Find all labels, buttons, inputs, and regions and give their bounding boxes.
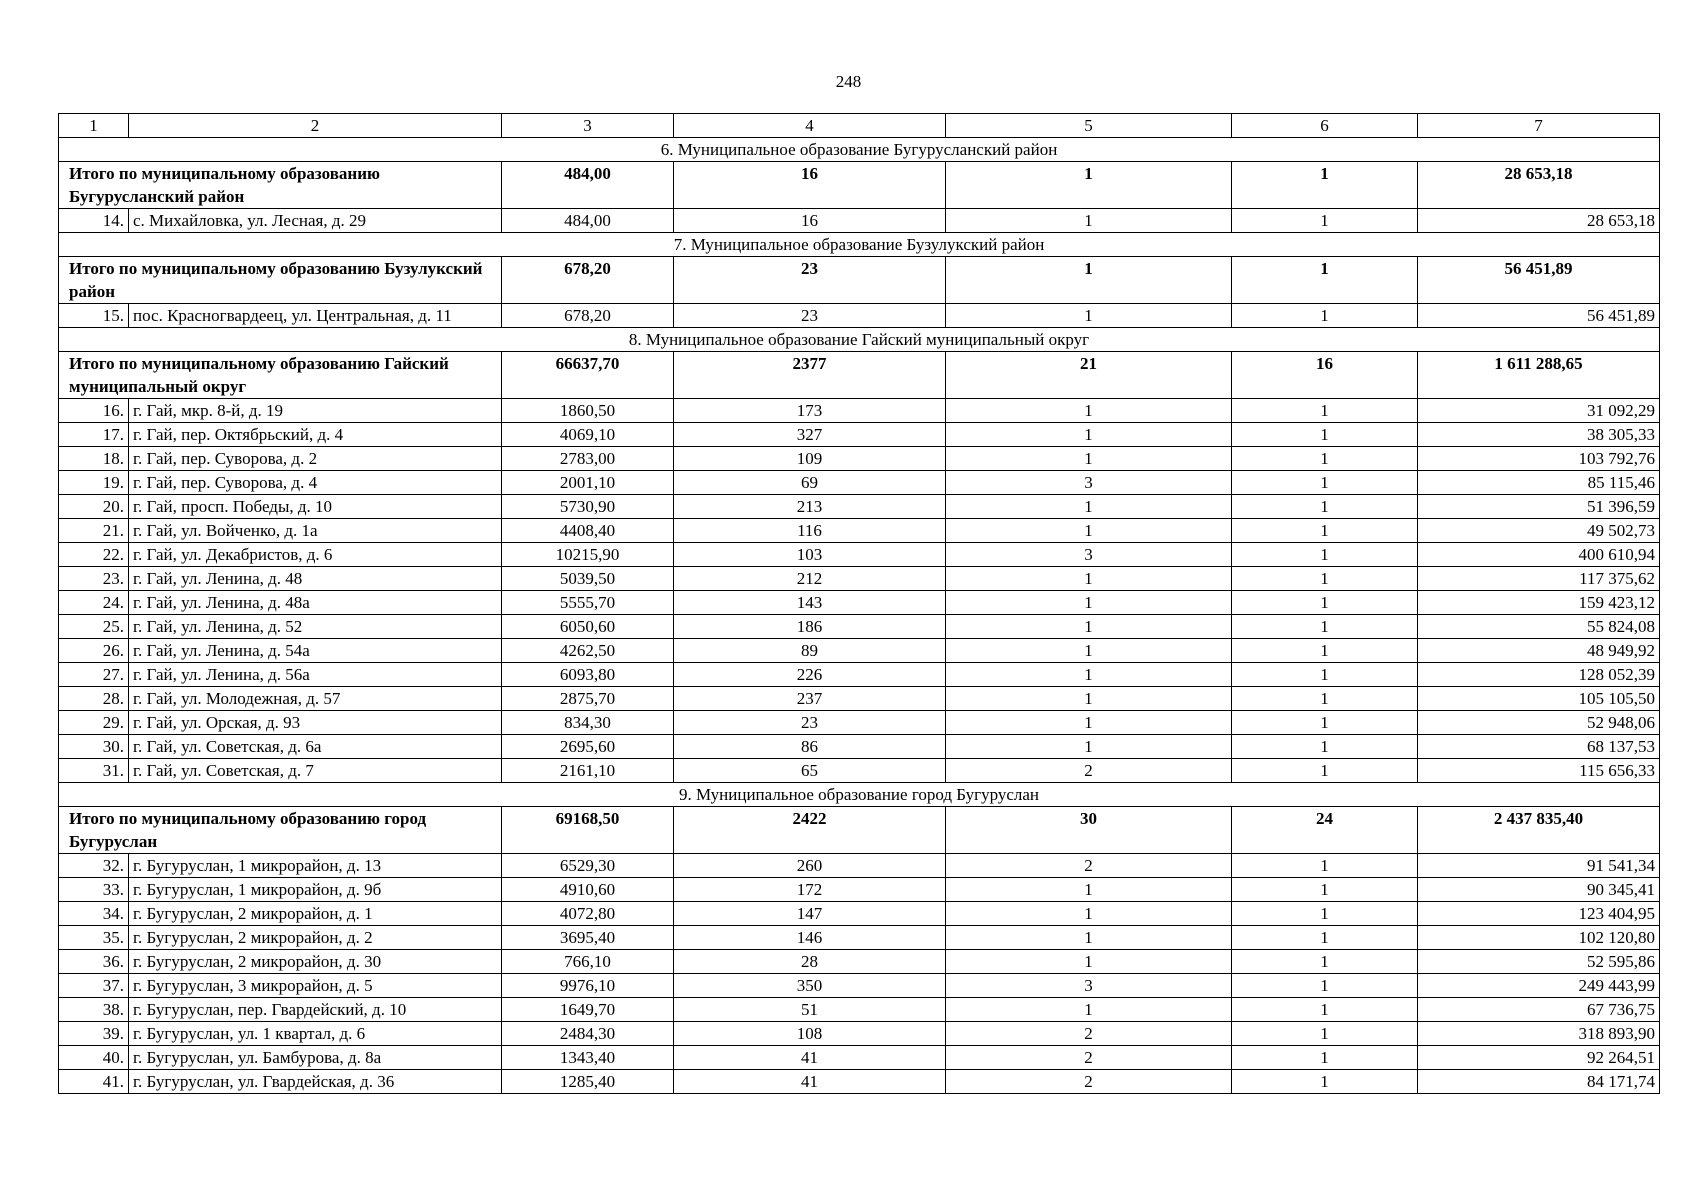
row-value: 41	[674, 1070, 946, 1094]
row-address: г. Гай, ул. Ленина, д. 48	[129, 567, 502, 591]
row-value: 2875,70	[502, 687, 674, 711]
row-value: 6050,60	[502, 615, 674, 639]
row-value: 1	[946, 878, 1232, 902]
row-value: 2	[946, 1022, 1232, 1046]
row-value: 9976,10	[502, 974, 674, 998]
row-value: 31 092,29	[1418, 399, 1660, 423]
row-value: 1	[1232, 591, 1418, 615]
table-row	[59, 902, 1660, 926]
row-number: 33.	[59, 878, 129, 902]
row-value: 1860,50	[502, 399, 674, 423]
row-value: 1	[1232, 854, 1418, 878]
row-value: 102 120,80	[1418, 926, 1660, 950]
row-value: 1	[1232, 759, 1418, 783]
row-address: пос. Красногвардеец, ул. Центральная, д. 11	[129, 304, 502, 328]
row-value: 212	[674, 567, 946, 591]
total-value: 2422	[674, 807, 946, 854]
table-row	[59, 447, 1660, 471]
total-value: 23	[674, 257, 946, 304]
row-value: 1	[1232, 304, 1418, 328]
column-number: 3	[502, 114, 674, 138]
row-value: 1	[1232, 663, 1418, 687]
row-value: 1	[946, 304, 1232, 328]
row-address: г. Гай, ул. Ленина, д. 52	[129, 615, 502, 639]
row-value: 213	[674, 495, 946, 519]
section-total-row	[59, 162, 1660, 209]
row-value: 55 824,08	[1418, 615, 1660, 639]
row-value: 1	[1232, 878, 1418, 902]
total-value: 1 611 288,65	[1418, 352, 1660, 399]
row-value: 128 052,39	[1418, 663, 1660, 687]
section-total-row	[59, 352, 1660, 399]
column-number: 5	[946, 114, 1232, 138]
row-value: 6529,30	[502, 854, 674, 878]
row-value: 103 792,76	[1418, 447, 1660, 471]
total-value: 1	[946, 162, 1232, 209]
row-value: 766,10	[502, 950, 674, 974]
row-value: 1	[946, 615, 1232, 639]
total-value: 56 451,89	[1418, 257, 1660, 304]
row-value: 1	[1232, 998, 1418, 1022]
row-value: 226	[674, 663, 946, 687]
row-address: с. Михайловка, ул. Лесная, д. 29	[129, 209, 502, 233]
row-value: 6093,80	[502, 663, 674, 687]
section-title-row	[59, 328, 1660, 352]
row-address: г. Гай, ул. Орская, д. 93	[129, 711, 502, 735]
table-row	[59, 998, 1660, 1022]
row-value: 2	[946, 759, 1232, 783]
row-address: г. Бугуруслан, ул. Бамбурова, д. 8а	[129, 1046, 502, 1070]
row-address: г. Гай, ул. Ленина, д. 54а	[129, 639, 502, 663]
row-value: 4910,60	[502, 878, 674, 902]
row-value: 4262,50	[502, 639, 674, 663]
row-value: 41	[674, 1046, 946, 1070]
row-address: г. Бугуруслан, 2 микрорайон, д. 2	[129, 926, 502, 950]
total-value: 66637,70	[502, 352, 674, 399]
row-value: 116	[674, 519, 946, 543]
total-value: 2 437 835,40	[1418, 807, 1660, 854]
row-address: г. Гай, пер. Октябрьский, д. 4	[129, 423, 502, 447]
total-value: 16	[1232, 352, 1418, 399]
row-value: 1	[946, 998, 1232, 1022]
row-value: 123 404,95	[1418, 902, 1660, 926]
row-value: 834,30	[502, 711, 674, 735]
section-total-row	[59, 257, 1660, 304]
row-value: 1	[946, 639, 1232, 663]
row-number: 41.	[59, 1070, 129, 1094]
row-value: 1649,70	[502, 998, 674, 1022]
table-row	[59, 735, 1660, 759]
row-value: 2695,60	[502, 735, 674, 759]
row-number: 22.	[59, 543, 129, 567]
page-number: 248	[835, 72, 862, 91]
row-number: 34.	[59, 902, 129, 926]
row-value: 2161,10	[502, 759, 674, 783]
table-row	[59, 759, 1660, 783]
row-address: г. Бугуруслан, 3 микрорайон, д. 5	[129, 974, 502, 998]
row-value: 56 451,89	[1418, 304, 1660, 328]
row-value: 1	[1232, 639, 1418, 663]
row-value: 51 396,59	[1418, 495, 1660, 519]
row-address: г. Бугуруслан, 2 микрорайон, д. 1	[129, 902, 502, 926]
row-value: 3695,40	[502, 926, 674, 950]
row-number: 32.	[59, 854, 129, 878]
row-value: 1	[1232, 519, 1418, 543]
row-number: 29.	[59, 711, 129, 735]
section-total-row	[59, 807, 1660, 854]
row-value: 84 171,74	[1418, 1070, 1660, 1094]
table-row	[59, 519, 1660, 543]
row-value: 28	[674, 950, 946, 974]
row-address: г. Гай, ул. Молодежная, д. 57	[129, 687, 502, 711]
row-value: 143	[674, 591, 946, 615]
table-row	[59, 663, 1660, 687]
table-row	[59, 399, 1660, 423]
row-address: г. Бугуруслан, ул. Гвардейская, д. 36	[129, 1070, 502, 1094]
total-label: Итого по муниципальному образованию Гайский муниципальный округ	[59, 352, 502, 399]
total-label: Итого по муниципальному образованию Бугурусланский район	[59, 162, 502, 209]
row-value: 1	[1232, 423, 1418, 447]
row-value: 1	[946, 926, 1232, 950]
row-value: 52 595,86	[1418, 950, 1660, 974]
row-number: 26.	[59, 639, 129, 663]
row-number: 37.	[59, 974, 129, 998]
row-address: г. Гай, просп. Победы, д. 10	[129, 495, 502, 519]
row-address: г. Гай, ул. Декабристов, д. 6	[129, 543, 502, 567]
row-value: 23	[674, 711, 946, 735]
column-number: 1	[59, 114, 129, 138]
row-value: 147	[674, 902, 946, 926]
row-address: г. Бугуруслан, 1 микрорайон, д. 9б	[129, 878, 502, 902]
row-value: 1	[946, 447, 1232, 471]
row-number: 16.	[59, 399, 129, 423]
row-number: 17.	[59, 423, 129, 447]
row-number: 28.	[59, 687, 129, 711]
row-number: 18.	[59, 447, 129, 471]
total-value: 28 653,18	[1418, 162, 1660, 209]
row-number: 30.	[59, 735, 129, 759]
row-number: 36.	[59, 950, 129, 974]
table-row	[59, 543, 1660, 567]
table-row	[59, 974, 1660, 998]
row-value: 5039,50	[502, 567, 674, 591]
row-value: 1	[1232, 543, 1418, 567]
row-value: 105 105,50	[1418, 687, 1660, 711]
total-value: 678,20	[502, 257, 674, 304]
row-value: 1	[946, 209, 1232, 233]
total-label: Итого по муниципальному образованию Бузулукский район	[59, 257, 502, 304]
row-value: 10215,90	[502, 543, 674, 567]
row-value: 108	[674, 1022, 946, 1046]
row-value: 103	[674, 543, 946, 567]
row-value: 48 949,92	[1418, 639, 1660, 663]
table-row	[59, 209, 1660, 233]
section-title: 6. Муниципальное образование Бугурусланский район	[59, 138, 1660, 162]
row-address: г. Бугуруслан, ул. 1 квартал, д. 6	[129, 1022, 502, 1046]
row-value: 23	[674, 304, 946, 328]
total-value: 1	[946, 257, 1232, 304]
row-address: г. Гай, пер. Суворова, д. 4	[129, 471, 502, 495]
row-value: 2	[946, 1070, 1232, 1094]
row-address: г. Гай, ул. Войченко, д. 1а	[129, 519, 502, 543]
row-value: 89	[674, 639, 946, 663]
table-row	[59, 878, 1660, 902]
total-value: 1	[1232, 162, 1418, 209]
row-value: 1	[946, 902, 1232, 926]
row-value: 318 893,90	[1418, 1022, 1660, 1046]
row-value: 1	[946, 423, 1232, 447]
row-address: г. Гай, ул. Советская, д. 6а	[129, 735, 502, 759]
row-value: 4069,10	[502, 423, 674, 447]
total-value: 484,00	[502, 162, 674, 209]
row-number: 20.	[59, 495, 129, 519]
total-label: Итого по муниципальному образованию город Бугуруслан	[59, 807, 502, 854]
section-title-row	[59, 138, 1660, 162]
row-value: 109	[674, 447, 946, 471]
register-table	[58, 113, 1660, 1094]
table-row	[59, 591, 1660, 615]
table-row	[59, 950, 1660, 974]
row-value: 67 736,75	[1418, 998, 1660, 1022]
total-value: 30	[946, 807, 1232, 854]
row-value: 1	[1232, 1046, 1418, 1070]
row-value: 2783,00	[502, 447, 674, 471]
row-address: г. Гай, мкр. 8-й, д. 19	[129, 399, 502, 423]
row-value: 400 610,94	[1418, 543, 1660, 567]
total-value: 16	[674, 162, 946, 209]
row-value: 1	[946, 519, 1232, 543]
column-number: 2	[129, 114, 502, 138]
row-value: 1	[1232, 902, 1418, 926]
row-value: 1	[1232, 711, 1418, 735]
row-value: 1	[1232, 926, 1418, 950]
row-value: 249 443,99	[1418, 974, 1660, 998]
table-row	[59, 639, 1660, 663]
row-number: 31.	[59, 759, 129, 783]
row-value: 1	[946, 663, 1232, 687]
row-value: 1	[1232, 974, 1418, 998]
row-value: 2	[946, 854, 1232, 878]
row-number: 19.	[59, 471, 129, 495]
row-value: 1	[1232, 735, 1418, 759]
row-number: 40.	[59, 1046, 129, 1070]
row-address: г. Бугуруслан, 2 микрорайон, д. 30	[129, 950, 502, 974]
row-value: 52 948,06	[1418, 711, 1660, 735]
row-address: г. Гай, ул. Ленина, д. 48а	[129, 591, 502, 615]
table-row	[59, 1046, 1660, 1070]
row-value: 159 423,12	[1418, 591, 1660, 615]
row-value: 49 502,73	[1418, 519, 1660, 543]
table-row	[59, 854, 1660, 878]
table-row	[59, 1022, 1660, 1046]
total-value: 2377	[674, 352, 946, 399]
section-title: 7. Муниципальное образование Бузулукский район	[59, 233, 1660, 257]
row-value: 2001,10	[502, 471, 674, 495]
table-row	[59, 687, 1660, 711]
row-number: 15.	[59, 304, 129, 328]
section-title: 9. Муниципальное образование город Бугуруслан	[59, 783, 1660, 807]
row-number: 39.	[59, 1022, 129, 1046]
table-row	[59, 711, 1660, 735]
column-number-row	[59, 114, 1660, 138]
row-value: 68 137,53	[1418, 735, 1660, 759]
row-value: 16	[674, 209, 946, 233]
section-title-row	[59, 783, 1660, 807]
table-row	[59, 567, 1660, 591]
row-value: 3	[946, 974, 1232, 998]
row-value: 260	[674, 854, 946, 878]
row-value: 5555,70	[502, 591, 674, 615]
row-value: 1	[1232, 567, 1418, 591]
row-value: 4072,80	[502, 902, 674, 926]
row-number: 14.	[59, 209, 129, 233]
row-value: 1	[1232, 950, 1418, 974]
row-value: 86	[674, 735, 946, 759]
row-value: 115 656,33	[1418, 759, 1660, 783]
row-address: г. Гай, пер. Суворова, д. 2	[129, 447, 502, 471]
row-value: 1	[1232, 447, 1418, 471]
row-value: 2	[946, 1046, 1232, 1070]
row-address: г. Бугуруслан, 1 микрорайон, д. 13	[129, 854, 502, 878]
section-title: 8. Муниципальное образование Гайский муниципальный округ	[59, 328, 1660, 352]
row-value: 90 345,41	[1418, 878, 1660, 902]
table-row	[59, 926, 1660, 950]
column-number: 4	[674, 114, 946, 138]
row-value: 92 264,51	[1418, 1046, 1660, 1070]
row-value: 1	[946, 735, 1232, 759]
row-value: 1	[946, 399, 1232, 423]
row-value: 1	[1232, 471, 1418, 495]
total-value: 21	[946, 352, 1232, 399]
row-value: 38 305,33	[1418, 423, 1660, 447]
row-value: 1	[1232, 495, 1418, 519]
total-value: 24	[1232, 807, 1418, 854]
row-number: 27.	[59, 663, 129, 687]
total-value: 1	[1232, 257, 1418, 304]
row-value: 51	[674, 998, 946, 1022]
row-value: 678,20	[502, 304, 674, 328]
row-address: г. Гай, ул. Советская, д. 7	[129, 759, 502, 783]
row-value: 3	[946, 543, 1232, 567]
row-address: г. Гай, ул. Ленина, д. 56а	[129, 663, 502, 687]
section-title-row	[59, 233, 1660, 257]
row-value: 1	[946, 687, 1232, 711]
row-value: 1	[1232, 1022, 1418, 1046]
row-value: 1	[1232, 1070, 1418, 1094]
row-value: 484,00	[502, 209, 674, 233]
row-value: 5730,90	[502, 495, 674, 519]
row-value: 1	[946, 495, 1232, 519]
total-value: 69168,50	[502, 807, 674, 854]
row-value: 172	[674, 878, 946, 902]
table-row	[59, 615, 1660, 639]
row-value: 146	[674, 926, 946, 950]
row-value: 186	[674, 615, 946, 639]
row-value: 237	[674, 687, 946, 711]
row-number: 38.	[59, 998, 129, 1022]
table-row	[59, 471, 1660, 495]
row-value: 1	[946, 567, 1232, 591]
table-row	[59, 495, 1660, 519]
row-number: 35.	[59, 926, 129, 950]
row-value: 3	[946, 471, 1232, 495]
row-value: 4408,40	[502, 519, 674, 543]
row-value: 1285,40	[502, 1070, 674, 1094]
column-number: 7	[1418, 114, 1660, 138]
row-value: 2484,30	[502, 1022, 674, 1046]
row-value: 1	[1232, 209, 1418, 233]
row-value: 1	[946, 591, 1232, 615]
row-value: 28 653,18	[1418, 209, 1660, 233]
row-number: 24.	[59, 591, 129, 615]
row-value: 173	[674, 399, 946, 423]
table-row	[59, 304, 1660, 328]
row-value: 1	[1232, 615, 1418, 639]
row-number: 23.	[59, 567, 129, 591]
row-value: 350	[674, 974, 946, 998]
row-value: 65	[674, 759, 946, 783]
register-body	[59, 138, 1660, 1094]
row-value: 1343,40	[502, 1046, 674, 1070]
row-value: 69	[674, 471, 946, 495]
row-value: 1	[946, 711, 1232, 735]
row-value: 327	[674, 423, 946, 447]
table-row	[59, 1070, 1660, 1094]
row-value: 1	[946, 950, 1232, 974]
row-value: 91 541,34	[1418, 854, 1660, 878]
row-value: 1	[1232, 687, 1418, 711]
row-number: 25.	[59, 615, 129, 639]
column-number: 6	[1232, 114, 1418, 138]
row-value: 117 375,62	[1418, 567, 1660, 591]
row-value: 85 115,46	[1418, 471, 1660, 495]
row-address: г. Бугуруслан, пер. Гвардейский, д. 10	[129, 998, 502, 1022]
row-number: 21.	[59, 519, 129, 543]
table-row	[59, 423, 1660, 447]
row-value: 1	[1232, 399, 1418, 423]
